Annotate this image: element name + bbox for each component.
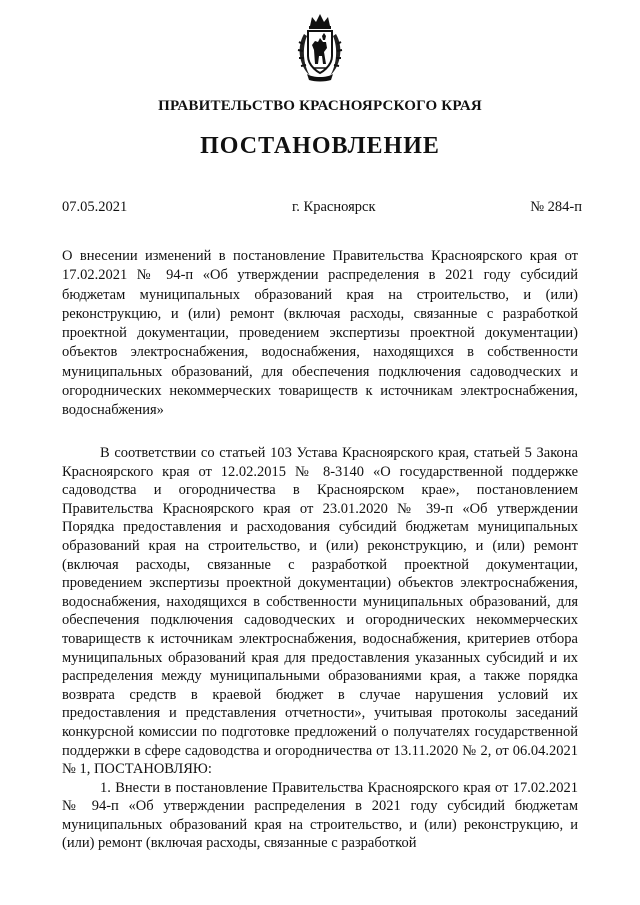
- coat-of-arms-icon: [293, 12, 347, 82]
- document-body: [62, 444, 578, 853]
- document-meta-row: [62, 199, 582, 219]
- preamble-paragraph: В соответствии со статьей 103 Устава Красноярского края, статьей 5 Закона Красноярского края от 12.02.2015 № 8-3140 «О государственной поддержке садоводства и огородничества в Красноярском крае», постановлением Правительства Красноярского края от 23.01.2020 № 39-п «Об утверждении Порядка предоставления и расходования субсидий бюджетам муниципальных образований края на строительство, и (или) реконструкцию, и (или) ремонт (включая расходы, связанные с разработкой проектной документации, проведением экспертизы проектной документации) объектов электроснабжения, водоснабжения, находящихся в собственности муниципальных образований, для обеспечения подключения садоводческих и огороднических некоммерческих товариществ к источникам электроснабжения, водоснабжения, критериев отбора муниципальных образований края для предоставления указанных субсидий и их распределения между муниципальными образованиями края, а также порядка возврата средств в краевой бюджет в случае нарушения условий их предоставления и представления отчетности», учитывая протоколы заседаний конкурсной комиссии по подготовке предложений о получателях государственной поддержки в сфере садоводства и огородничества от 13.11.2020 № 2, от 06.04.2021 № 1, ПОСТАНОВЛЯЮ:: [62, 445, 578, 778]
- government-title: ПРАВИТЕЛЬСТВО КРАСНОЯРСКОГО КРАЯ: [158, 98, 482, 114]
- document-date: 07.05.2021: [62, 199, 128, 215]
- subject-text: О внесении изменений в постановление Правительства Красноярского края от 17.02.2021 № 94-п «Об утверждении распределения в 2021 году субсидий бюджетам муниципальных образований края на строительство, и (или) реконструкцию, и (или) ремонт (включая расходы, связанные с разработкой проектной документации, проведением экспертизы проектной документации) объектов электроснабжения, водоснабжения, находящихся в собственности муниципальных образований, для обеспечения подключения садоводческих и огороднических некоммерческих товариществ к источникам электроснабжения, водоснабжения»: [62, 248, 578, 419]
- document-subject: [62, 247, 578, 421]
- item-1-paragraph: 1. Внести в постановление Правительства Красноярского края от 17.02.2021 № 94-п «Об утверждении распределения в 2021 году субсидий бюджетам муниципальных образований края на строительство, и (или) реконструкцию, и (или) ремонт (включая расходы, связанные с разработкой: [62, 779, 578, 852]
- document-city: г. Красноярск: [292, 199, 376, 215]
- document-number: № 284-п: [530, 199, 582, 215]
- document-type-heading: ПОСТАНОВЛЕНИЕ: [200, 133, 440, 159]
